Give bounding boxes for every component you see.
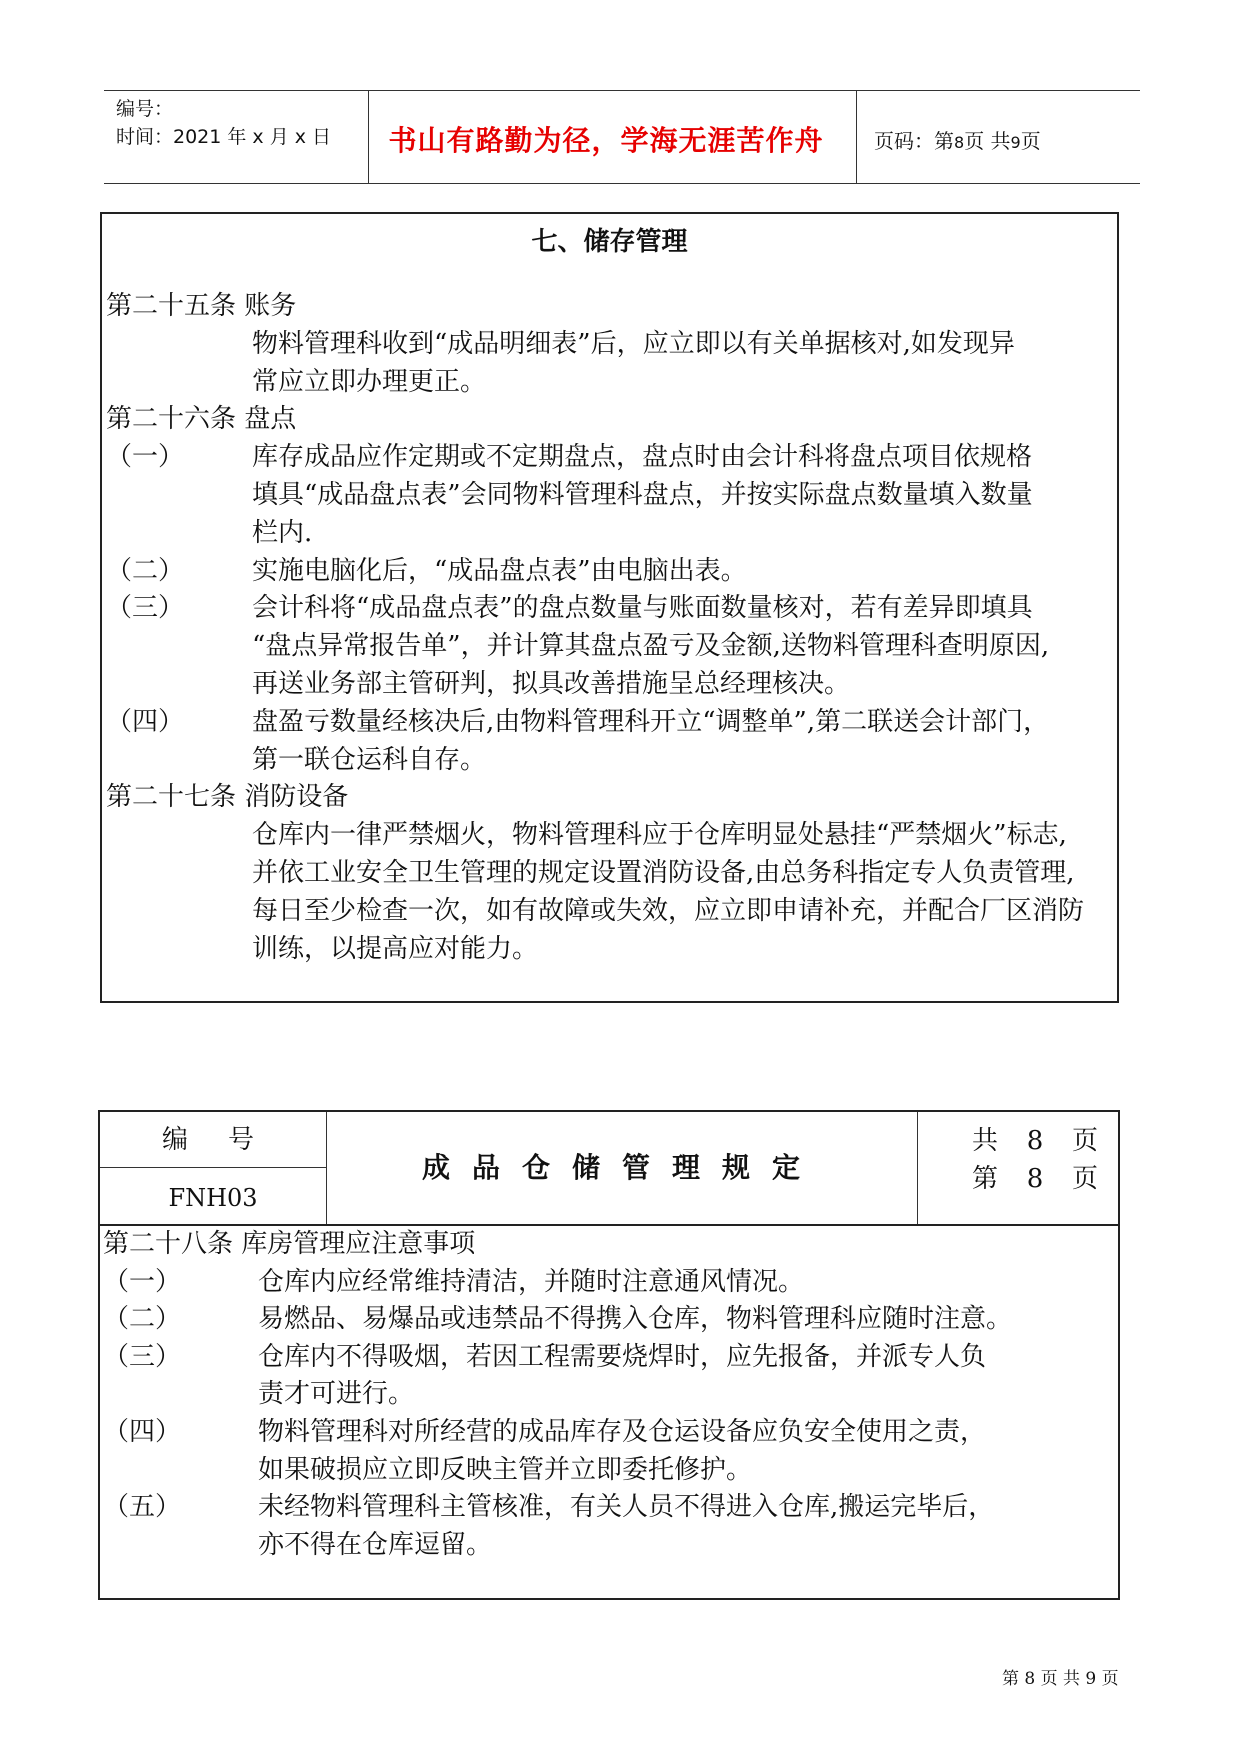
- clause-text: 栏内.: [252, 517, 313, 548]
- number-label: 编号：: [116, 98, 174, 120]
- document-title: 成品仓储管理规定: [327, 1112, 918, 1224]
- clause-text: 亦不得在仓库逗留。: [258, 1529, 493, 1560]
- clause-text: 库存成品应作定期或不定期盘点，盘点时由会计科将盘点项目依规格: [252, 442, 1033, 473]
- clause-label: （二）: [106, 555, 185, 586]
- clause-label: 第二十六条 盘点: [106, 404, 297, 435]
- page-header: [104, 90, 1140, 184]
- clause-label: （四）: [106, 706, 185, 737]
- header-page-info: 页码：第8页 共9页: [874, 129, 1041, 153]
- clause-label: （五）: [103, 1492, 182, 1523]
- clause-text: 责才可进行。: [258, 1379, 415, 1410]
- clause-label: （三）: [103, 1341, 182, 1372]
- clause-text: 易燃品、易爆品或违禁品不得携入仓库，物料管理科应随时注意。: [258, 1304, 1013, 1335]
- clause-text: 如果破损应立即反映主管并立即委托修护。: [258, 1454, 753, 1485]
- clause-text: 再送业务部主管研判，拟具改善措施呈总经理核决。: [252, 669, 851, 699]
- header-meta: [116, 95, 331, 151]
- page-count-cell: 共 8 页 第 8 页: [971, 1126, 1098, 1194]
- clause-text: 每日至少检查一次，如有故障或失效，应立即申请补充，并配合厂区消防: [252, 895, 1085, 926]
- clause-text: 第一联仓运科自存。: [252, 744, 487, 775]
- clause-text: 填具“成品盘点表”会同物料管理科盘点，并按实际盘点数量填入数量: [252, 480, 1033, 510]
- clause-text: “盘点异常报告单”，并计算其盘点盈亏及金额,送物料管理科查明原因,: [252, 631, 1050, 662]
- clause-text: 并依工业安全卫生管理的规定设置消防设备,由总务科指定专人负责管理,: [252, 858, 1075, 888]
- clause-text: 盘盈亏数量经核决后,由物料管理科开立“调整单”,第二联送会计部门，: [252, 706, 1050, 737]
- number-cell: [100, 1112, 327, 1224]
- clause-text: 会计科将“成品盘点表”的盘点数量与账面数量核对，若有差异即填具: [252, 593, 1033, 624]
- document-title-table: [98, 1110, 1120, 1226]
- clause-text: 实施电脑化后，“成品盘点表”由电脑出表。: [252, 555, 747, 586]
- clause-text: 物料管理科对所经营的成品库存及仓运设备应负安全使用之责，: [258, 1417, 987, 1447]
- clause-label: （三）: [106, 593, 185, 624]
- clause-label: （一）: [106, 442, 185, 473]
- clause-text: 仓库内一律严禁烟火，物料管理科应于仓库明显处悬挂“严禁烟火”标志,: [252, 820, 1067, 851]
- clause-text: 常应立即办理更正。: [252, 366, 487, 397]
- header-divider: [856, 91, 857, 183]
- number-value: FNH03: [168, 1184, 258, 1212]
- clause-text: 未经物料管理科主管核准，有关人员不得进入仓库,搬运完毕后，: [258, 1492, 995, 1523]
- time-label: 时间：2021 年 x 月 x 日: [116, 126, 332, 148]
- clause-text: 仓库内不得吸烟，若因工程需要烧焊时，应先报备，并派专人负: [258, 1341, 987, 1372]
- clause-label: （四）: [103, 1417, 182, 1447]
- clause-text: 训练，以提高应对能力。: [252, 933, 539, 964]
- page-footer: 第 8 页 共 9 页: [1002, 1669, 1119, 1689]
- clause-text: 物料管理科收到“成品明细表”后，应立即以有关单据核对,如发现异: [252, 328, 1015, 359]
- clause-label: 第二十七条 消防设备: [106, 782, 349, 813]
- clause-text: 仓库内应经常维持清洁，并随时注意通风情况。: [258, 1266, 805, 1297]
- section-title: 七、储存管理: [531, 227, 688, 257]
- number-label: 编号: [100, 1112, 326, 1168]
- motto: 书山有路勤为径，学海无涯苦作舟: [388, 124, 824, 157]
- section-box-2: [98, 1224, 1120, 1600]
- clause-label: （一）: [103, 1266, 182, 1297]
- clause-label: （二）: [103, 1304, 182, 1335]
- clause-label: 第二十五条 账务: [106, 291, 297, 321]
- clause-label: 第二十八条 库房管理应注意事项: [103, 1229, 476, 1259]
- section-box: [100, 212, 1119, 1003]
